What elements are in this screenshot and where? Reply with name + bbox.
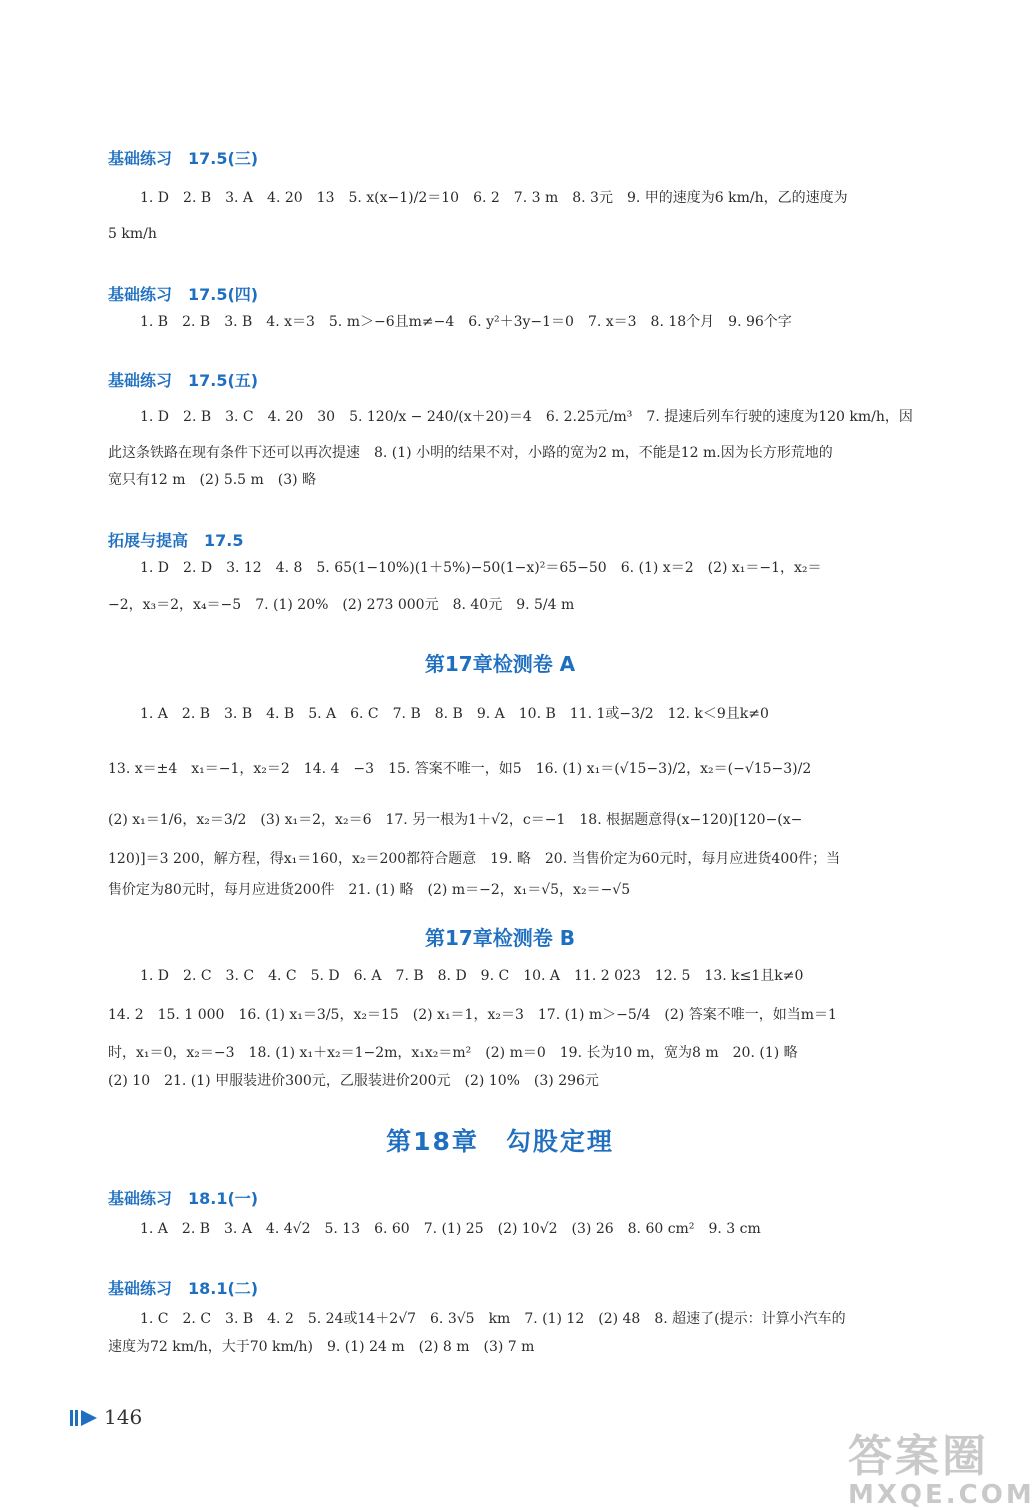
- heading-number: 18.1(二): [188, 1279, 259, 1298]
- heading-label: 基础练习: [108, 1279, 173, 1298]
- page-number: 146: [104, 1405, 143, 1429]
- chapter-test-title: 第17章检测卷 A: [424, 652, 576, 676]
- section-heading: [108, 528, 244, 551]
- answer-line: 1. A 2. B 3. B 4. B 5. A 6. C 7. B 8. B 9. A 10. B 11. 1或−3/2 12. k＜9且k≠0: [140, 706, 769, 722]
- answer-line: 1. D 2. B 3. A 4. 20 13 5. x(x−1)/2＝10 6. 2 7. 3 m 8. 3元 9. 甲的速度为6 km/h，乙的速度为: [140, 190, 848, 206]
- answer-line: 时，x₁＝0，x₂＝−3 18. (1) x₁＋x₂＝1−2m，x₁x₂＝m² (2) m＝0 19. 长为10 m，宽为8 m 20. (1) 略: [108, 1045, 798, 1061]
- answer-line: −2，x₃＝2，x₄＝−5 7. (1) 20% (2) 273 000元 8. 40元 9. 5/4 m: [108, 597, 575, 613]
- heading-label: 拓展与提高: [108, 531, 189, 550]
- watermark-line2: MXQE.COM: [848, 1480, 1035, 1510]
- answer-line: 1. A 2. B 3. A 4. 4√2 5. 13 6. 60 7. (1) 25 (2) 10√2 (3) 26 8. 60 cm² 9. 3 cm: [140, 1221, 761, 1237]
- answer-line: 120)]＝3 200，解方程，得x₁＝160，x₂＝200都符合题意 19. 略 20. 当售价定为60元时，每月应进货400件；当: [108, 851, 841, 867]
- answer-line: (2) 10 21. (1) 甲服装进价300元，乙服装进价200元 (2) 10% (3) 296元: [108, 1073, 599, 1089]
- heading-label: 基础练习: [108, 371, 173, 390]
- page-marker-icon: [70, 1408, 100, 1432]
- answer-line: 1. D 2. B 3. C 4. 20 30 5. 120/x − 240/(x＋20)＝4 6. 2.25元/m³ 7. 提速后列车行驶的速度为120 km/h，因: [140, 409, 913, 425]
- answer-line: 速度为72 km/h，大于70 km/h) 9. (1) 24 m (2) 8 m (3) 7 m: [108, 1339, 535, 1355]
- section-heading: [108, 368, 258, 391]
- section-heading: [108, 282, 258, 305]
- answer-line: 13. x＝±4 x₁＝−1，x₂＝2 14. 4 −3 15. 答案不唯一，如5 16. (1) x₁＝(√15−3)/2，x₂＝(−√15−3)/2: [108, 761, 812, 777]
- heading-number: 18.1(一): [188, 1189, 259, 1208]
- watermark-line1: 答案圈: [848, 1431, 989, 1482]
- chapter-test-title: 第17章检测卷 B: [424, 926, 576, 950]
- answer-line: 此这条铁路在现有条件下还可以再次提速 8. (1) 小明的结果不对，小路的宽为2 m，不能是12 m.因为长方形荒地的: [108, 445, 833, 461]
- answer-line: (2) x₁＝1/6，x₂＝3/2 (3) x₁＝2，x₂＝6 17. 另一根为1＋√2，c＝−1 18. 根据题意得(x−120)[120−(x−: [108, 812, 803, 828]
- answer-line: 宽只有12 m (2) 5.5 m (3) 略: [108, 472, 317, 488]
- answer-line: 5 km/h: [108, 226, 157, 242]
- heading-label: 基础练习: [108, 149, 173, 168]
- answer-line: 1. D 2. D 3. 12 4. 8 5. 65(1−10%)(1＋5%)−50(1−x)²＝65−50 6. (1) x＝2 (2) x₁＝−1，x₂＝: [140, 560, 822, 576]
- answer-line: 售价定为80元时，每月应进货200件 21. (1) 略 (2) m＝−2，x₁＝√5，x₂＝−√5: [108, 882, 631, 898]
- answer-line: 14. 2 15. 1 000 16. (1) x₁＝3/5，x₂＝15 (2) x₁＝1，x₂＝3 17. (1) m＞−5/4 (2) 答案不唯一，如当m＝1: [108, 1007, 837, 1023]
- watermark: [848, 1420, 1035, 1510]
- chapter-title: 第18章 勾股定理: [386, 1127, 614, 1156]
- heading-number: 17.5(四): [188, 285, 259, 304]
- section-heading: [108, 1186, 258, 1209]
- answer-line: 1. D 2. C 3. C 4. C 5. D 6. A 7. B 8. D 9. C 10. A 11. 2 023 12. 5 13. k≤1且k≠0: [140, 968, 804, 984]
- heading-number: 17.5: [204, 531, 244, 550]
- heading-number: 17.5(三): [188, 149, 259, 168]
- heading-label: 基础练习: [108, 1189, 173, 1208]
- section-heading: [108, 1276, 258, 1299]
- answer-line: 1. B 2. B 3. B 4. x＝3 5. m＞−6且m≠−4 6. y²＋3y−1＝0 7. x＝3 8. 18个月 9. 96个字: [140, 314, 792, 330]
- answer-line: 1. C 2. C 3. B 4. 2 5. 24或14＋2√7 6. 3√5 km 7. (1) 12 (2) 48 8. 超速了(提示：计算小汽车的: [140, 1311, 846, 1327]
- heading-number: 17.5(五): [188, 371, 259, 390]
- heading-label: 基础练习: [108, 285, 173, 304]
- section-heading: [108, 146, 258, 169]
